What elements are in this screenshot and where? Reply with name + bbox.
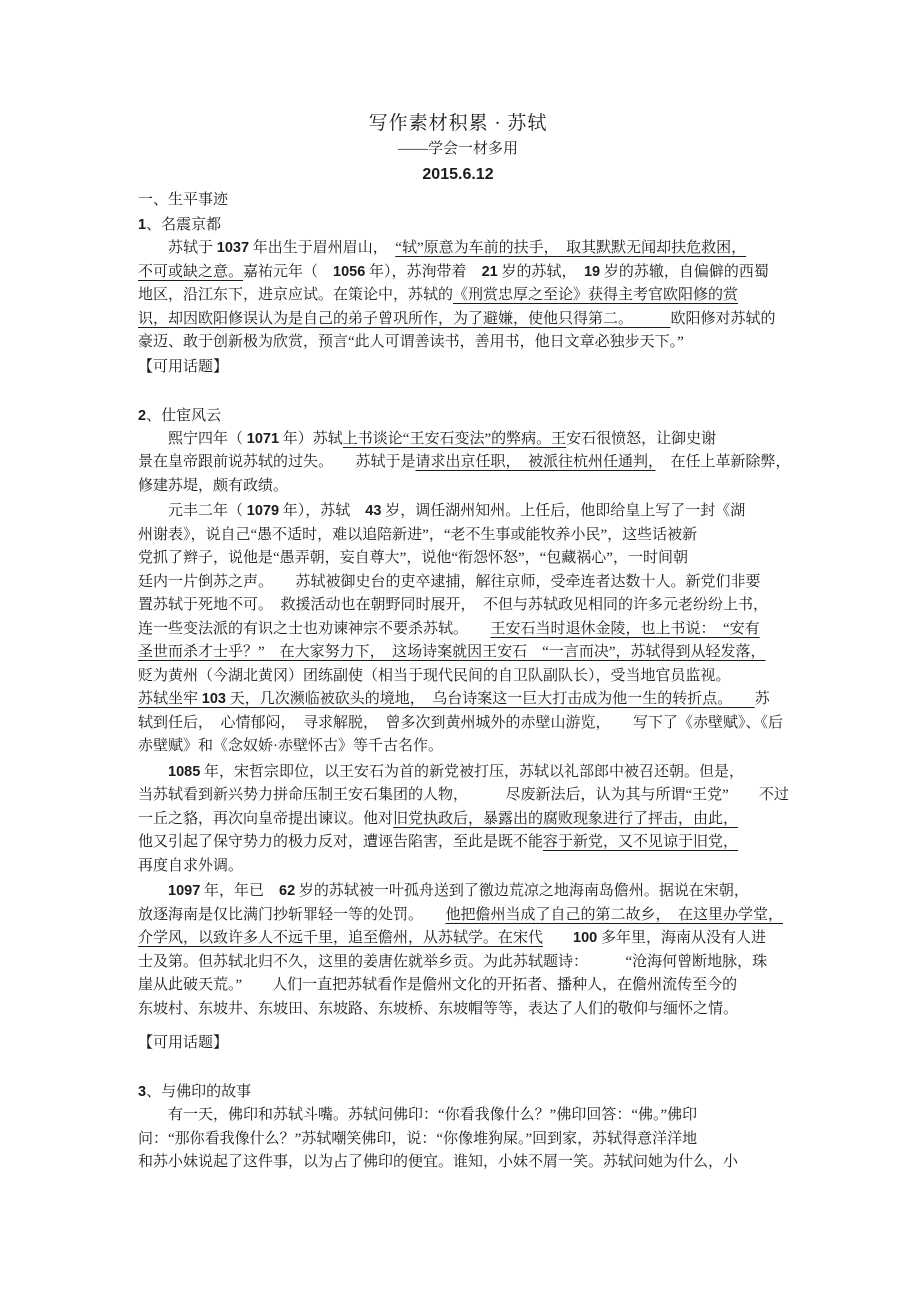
section-heading: 3、与佛印的故事: [138, 1084, 252, 1100]
text-segment: 放逐海南是仅比满门抄斩罪轻一等的处罚。: [138, 906, 446, 923]
underlined-text: 介学风，以致许多人不远千里，追至儋州，从苏轼学。在宋代: [138, 930, 544, 946]
section-3: [138, 1080, 778, 1175]
underlined-text: 苏轼坐牢 103 天，几次濒临被砍头的境地， 乌台诗案这一巨大打击成为他一生的转折点。: [138, 691, 755, 707]
text-segment: 贬为黄州（今湖北黄冈）团练副使（相当于现代民间的自卫队副队长），受当地官员监视。: [138, 667, 731, 684]
text-segment: 修建苏堤，颇有政绩。: [138, 477, 289, 494]
text-line: [138, 500, 778, 524]
text-segment: 地区，沿江东下，进京应试。在策论中，苏轼的: [138, 287, 454, 303]
text-segment: 豪迈、敢于创新极为欣赏，预言“此人可谓善读书，善用书，他日文章必独步天下。”: [138, 334, 684, 350]
text-line: [138, 712, 784, 736]
text-line: [138, 475, 778, 499]
text-line: [138, 1151, 778, 1175]
text-line: [138, 524, 778, 548]
numeral: 1085: [168, 763, 201, 780]
underlined-text: 他把儋州当成了自己的第二故乡， 在这里办学堂，: [445, 906, 784, 923]
text-segment: 苏轼于 1037 年出生于眉州眉山，: [168, 240, 396, 256]
numeral: 1097: [168, 883, 201, 899]
text-line: [138, 594, 778, 618]
text-segment: 熙宁四年（ 1071 年）苏轼: [168, 430, 343, 447]
topic-label: 【可用话题】: [138, 358, 229, 375]
text-segment: 和苏小妹说起了这件事，以为占了佛印的便宜。谁知，小妹不屑一笑。苏轼问她为什么，小: [138, 1154, 739, 1170]
section-heading: 1、名震京都: [138, 217, 222, 233]
outline-heading: 一、生平事迹: [138, 192, 229, 208]
underlined-text: 识，却因欧阳修误认为是自己的弟子曾巩所作，为了避嫌，使他只得第二。: [138, 310, 671, 327]
text-line: [138, 688, 778, 712]
underlined-text: 请求出京任职， 被派往杭州任通判，: [415, 454, 656, 470]
text-segment: 问：“那你看我像什么？”苏轼嘲笑佛印，说：“你像堆狗屎。”回到家，苏轼得意洋洋地: [138, 1130, 698, 1147]
text-line: [138, 974, 778, 998]
numeral: 3: [138, 1084, 147, 1100]
section-2: [138, 404, 791, 1056]
document-date: 2015.6.12: [422, 166, 494, 183]
text-line: [138, 1104, 778, 1128]
text-line: [138, 880, 778, 904]
text-segment: 士及第。但苏轼北归不久，这里的姜唐佐就举乡贡。为此苏轼题诗： “沧海何曾断地脉，珠: [138, 953, 768, 970]
numeral: 2: [138, 407, 147, 424]
text-line: [138, 308, 778, 332]
paragraph: [138, 761, 789, 879]
text-segment: 他又引起了保守势力的极力反对，遭诬告陷害，至此是既不能: [138, 834, 544, 850]
text-line: [138, 451, 791, 475]
text-segment: 元丰二年（ 1079 年），苏轼 43 岁，调任湖州知州。上任后，他即给皇上写了一封《湖: [168, 503, 746, 519]
text-line: [138, 735, 778, 759]
text-segment: 当苏轼看到新兴势力拼命压制王安石集团的人物， 尽废新法后，认为其与所谓“王党” 不过: [138, 787, 789, 803]
text-line: [138, 998, 778, 1022]
underlined-text: 圣世而杀才士乎？” 在大家努力下， 这场诗案就因王安石 “一言而决”，苏轼得到从轻发落，: [138, 644, 766, 660]
text-segment: 置苏轼于死地不可。 救援活动也在朝野同时展开， 不但与苏轼政见相同的许多元老纷纷上书，: [138, 597, 769, 613]
text-line: [138, 831, 778, 855]
text-line: [138, 904, 784, 928]
text-segment: 党抓了辫子，说他是“愚弄朝，妄自尊大”，说他“衔怨怀怒”，“包藏祸心”，一时间朝: [138, 550, 688, 566]
paragraph: [138, 880, 784, 1021]
text-segment: 100 多年里，海南从没有人进: [573, 930, 766, 946]
topic-label: 【可用话题】: [138, 1035, 229, 1051]
section-1: [138, 213, 778, 379]
text-segment: 1097 年，年已 62 岁的苏轼被一叶孤舟送到了徼边荒凉之地海南岛儋州。据说在宋朝，: [168, 883, 749, 899]
underlined-text: 不可或缺之意。: [138, 263, 244, 280]
text-segment: 在任上革新除弊，: [655, 454, 791, 470]
text-segment: 一丘之貉，再次向皇帝提出谏议。他对: [138, 810, 394, 827]
text-segment: 欧阳修对苏轼的: [670, 310, 776, 327]
text-line: [138, 571, 778, 595]
text-line: [138, 927, 778, 951]
text-line: [138, 951, 778, 975]
numeral: 21: [481, 263, 498, 280]
text-segment: 东坡村、东坡井、东坡田、东坡路、东坡桥、东坡帽等等，表达了人们的敬仰与缅怀之情。: [138, 1000, 739, 1017]
text-line: [138, 855, 778, 879]
numeral: 1: [138, 217, 147, 233]
text-line: [138, 1128, 778, 1152]
underlined-text: 《刑赏忠厚之至论》获得主考官欧阳修的赏: [453, 287, 739, 303]
text-segment: 1085 年，宋哲宗即位，以王安石为首的新党被打压，苏轼以礼部郎中被召还朝。但是，: [168, 763, 745, 780]
text-line: [138, 761, 778, 785]
text-line: [138, 237, 778, 261]
underlined-text: 容于新党，又不见谅于旧党，: [543, 834, 739, 850]
numeral: 1037: [216, 240, 250, 256]
text-line: [138, 641, 778, 665]
text-line: [138, 808, 778, 832]
numeral: 100: [573, 930, 598, 946]
document-subtitle: ——学会一材多用: [397, 141, 518, 157]
text-line: [138, 428, 778, 452]
text-segment: 州谢表》，说自己“愚不适时，难以追陪新进”，“老不生事或能牧养小民”，这些话被新: [138, 526, 698, 543]
document-sections: [138, 213, 791, 1175]
text-line: [138, 261, 778, 285]
text-segment: 再度自求外调。: [138, 857, 244, 874]
text-segment: 崖从此破天荒。” 人们一直把苏轼看作是儋州文化的开拓者、播种人，在儋州流传至今的: [138, 977, 738, 993]
text-segment: 赤壁赋》和《念奴娇·赤壁怀古》等千古名作。: [138, 738, 443, 754]
underlined-text: “轼”原意为车前的扶手， 取其默默无闻却扶危救困，: [395, 240, 747, 256]
text-segment: 有一天，佛印和苏轼斗嘴。苏轼问佛印：“你看我像什么？”佛印回答：“佛。”佛印: [168, 1107, 698, 1123]
text-segment: 安石很愤怒，让御史谢: [566, 430, 717, 447]
text-segment: 嘉祐元年（ 1056 年），苏洵带着 21 岁的苏轼， 19 岁的苏辙，自偏僻的西蜀: [243, 263, 769, 280]
text-segment: 苏: [754, 691, 770, 707]
underlined-text: 旧党执政后，暴露出的腐败现象进行了抨击，由此，: [393, 810, 739, 827]
text-line: [138, 547, 778, 571]
numeral: 1079: [246, 503, 280, 519]
text-line: [138, 331, 778, 355]
paragraph: [138, 237, 778, 355]
paragraph: [138, 500, 784, 759]
numeral: 1071: [246, 430, 280, 447]
text-line: [138, 784, 789, 808]
document-title: 写作素材积累 · 苏轼: [368, 113, 548, 134]
numeral: 43: [365, 503, 382, 519]
numeral: 103: [201, 691, 226, 707]
text-line: [138, 665, 778, 689]
numeral: 62: [279, 883, 296, 899]
text-segment: 景在皇帝跟前说苏轼的过失。 苏轼于是: [138, 454, 416, 470]
paragraph: [138, 428, 791, 499]
text-segment: 廷内一片倒苏之声。 苏轼被御史台的吏卒逮捕，解往京师，受牵连者达数十人。新党们非要: [138, 573, 761, 590]
numeral: 1056: [333, 263, 366, 280]
text-segment: 连一些变法派的有识之士也劝谏神宗不要杀苏轼。: [138, 620, 491, 637]
numeral: 19: [583, 263, 601, 280]
underlined-text: 王安石当时退休金陵，也上书说： “安有: [490, 620, 760, 637]
underlined-text: 上书谈论“王安石变法”的弊病。王: [342, 430, 567, 447]
text-line: [138, 284, 778, 308]
paragraph: [138, 1104, 778, 1175]
text-segment: 轼到任后， 心情郁闷， 寻求解脱， 曾多次到黄州城外的赤壁山游览， 写下了《赤壁赋》、《后: [138, 714, 784, 731]
text-line: [138, 618, 778, 642]
section-heading: 2、仕宦风云: [138, 407, 222, 424]
